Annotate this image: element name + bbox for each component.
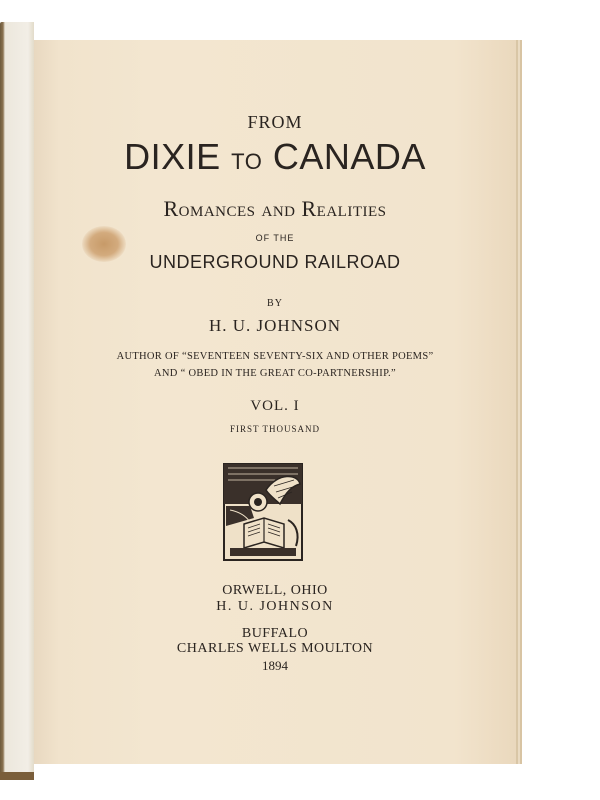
title-from: FROM bbox=[247, 112, 303, 132]
main-title bbox=[34, 136, 516, 178]
title-to: TO bbox=[231, 149, 263, 174]
book-cover-edge bbox=[0, 22, 34, 780]
subtitle-of-the: OF THE bbox=[255, 233, 295, 243]
title-page bbox=[34, 40, 516, 764]
author-name: H. U. JOHNSON bbox=[208, 316, 341, 335]
other-works-line-1: AUTHOR OF “SEVENTEEN SEVENTY-SIX AND OTHER POEMS” bbox=[116, 351, 434, 362]
title-canada: CANADA bbox=[272, 136, 426, 177]
subtitle-underground-railroad: UNDERGROUND RAILROAD bbox=[149, 252, 401, 272]
title-dixie: DIXIE bbox=[124, 136, 221, 177]
imprint-year: 1894 bbox=[262, 658, 288, 673]
imprint-place-buffalo: BUFFALO bbox=[241, 626, 309, 641]
printers-device-eagle-book-icon bbox=[220, 460, 306, 564]
by-line: BY bbox=[267, 298, 283, 309]
volume-number: VOL. I bbox=[250, 398, 300, 414]
subtitle: Romances and Realities bbox=[163, 196, 387, 221]
imprint-publisher-moulton: CHARLES WELLS MOULTON bbox=[176, 641, 374, 656]
edition-note: FIRST THOUSAND bbox=[230, 424, 320, 434]
imprint-place-orwell: ORWELL, OHIO bbox=[222, 583, 328, 598]
imprint-publisher-johnson: H. U. JOHNSON bbox=[216, 599, 334, 614]
other-works-line-2: AND “ OBED IN THE GREAT CO-PARTNERSHIP.” bbox=[154, 368, 396, 379]
